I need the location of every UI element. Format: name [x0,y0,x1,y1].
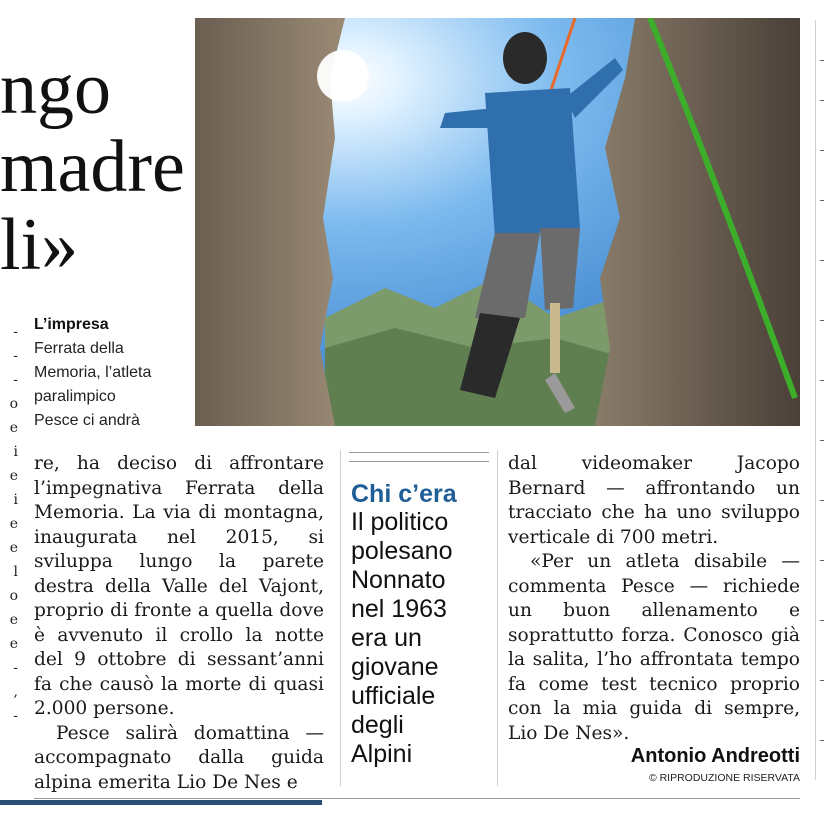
box-body [351,508,491,769]
fragment: - [13,324,18,340]
photo-illustration [195,18,800,426]
article-paragraph: «Per un atleta disabile — commenta Pesce — richiede un buon allenamento e soprattutto forza. Conosco già la salita, l’ho affrontata tempo fa come test tecnico proprio con la mia guida di sempre, Lio De Nes». [508,551,800,744]
article-column-3 [508,452,800,746]
fragment: e [9,540,18,556]
article-paragraph: re, ha deciso di affrontare l’impegnativa Ferrata della Memoria. La via di montagna, inaugurata nel 2015, si sviluppa lungo la parete destra della Valle del Vajont, proprio di fronte a quella dove è avvenuto il crollo la notte del 9 ottobre di sessant’anni fa che causò la morte di quasi 2.000 persone. [34,453,324,719]
box-rules [349,452,489,462]
fragment: - [13,348,18,364]
caption-line: Pesce ci andrà [34,412,140,429]
box-line: ufficiale [351,682,436,710]
fragment: e [9,636,18,652]
caption-line: Memoria, l’atleta [34,364,152,381]
box-title: Chi c’era [351,480,457,508]
caption-kicker: L’impresa [34,316,109,333]
author-byline: Antonio Andreotti [630,745,800,767]
fragment: , [13,684,18,700]
fragment: - [13,660,18,676]
fragment: i [13,444,18,460]
footer-rule [34,798,800,799]
sun [317,50,369,102]
fragment: o [9,588,18,604]
box-line: giovane [351,653,439,681]
fragment: o [9,396,18,412]
fragment: e [9,516,18,532]
headline [0,50,190,284]
headline-line: ngo [0,50,111,130]
box-line: Il politico [351,508,449,536]
box-line: polesano [351,537,453,565]
box-line: nel 1963 [351,595,447,623]
fragment: - [13,372,18,388]
adjacent-column-edge [815,20,828,780]
box-line: Nonnato [351,566,446,594]
fragment: - [13,708,18,724]
sidebar-box [340,450,498,786]
right-rock-wall [595,18,800,426]
article-paragraph: dal videomaker Jacopo Bernard — affrontando un tracciato che ha uno sviluppo verticale di 700 metri. [508,453,800,548]
article-paragraph: Pesce salirà domattina — accompagnato dalla guida alpina emerita Lio De Nes e [34,722,324,793]
headline-line: li» [0,204,79,284]
fragment: e [9,468,18,484]
fragment: e [9,612,18,628]
box-line: era un [351,624,422,652]
rights-notice: © RIPRODUZIONE RISERVATA [648,772,800,784]
footer-bar [0,800,322,805]
climber-photo [195,18,800,426]
headline-line: madre [0,126,185,208]
caption-line: Ferrata della [34,340,124,357]
box-line: Alpini [351,740,413,768]
photo-caption [34,313,184,433]
box-line: degli [351,711,404,739]
fragment: i [13,492,18,508]
fragment: l [13,564,18,580]
fragment: e [9,420,18,436]
adjacent-column-fragments [0,320,18,780]
caption-line: paralimpico [34,388,116,405]
article-column-1 [34,452,324,795]
